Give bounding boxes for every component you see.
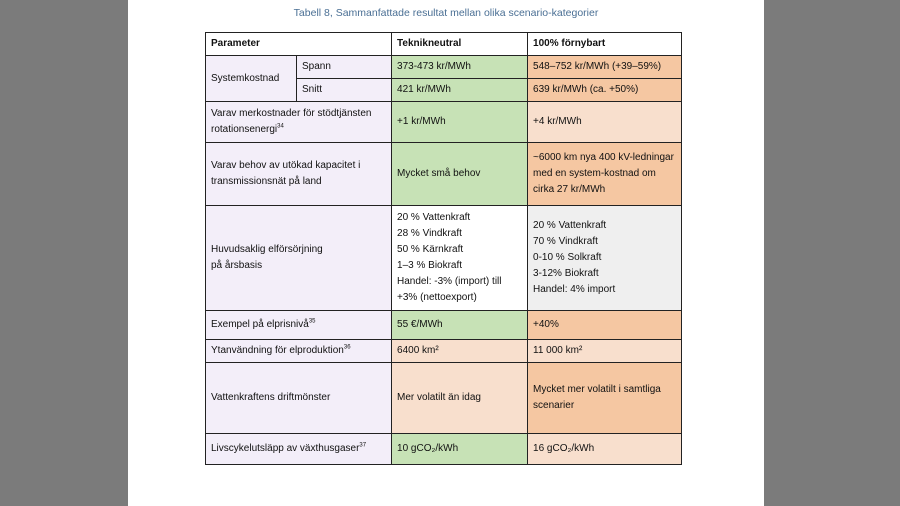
cell-elforsorjning-fornybart: 20 % Vattenkraft 70 % Vindkraft 0-10 % Solkraft 3-12% Biokraft Handel: 4% import: [528, 206, 682, 311]
footnote-ref: 36: [343, 344, 351, 351]
row-label-elpris: [206, 311, 392, 340]
footnote-ref: 35: [308, 318, 316, 325]
table-row: [206, 311, 682, 340]
row-label-livscykel: [206, 434, 392, 465]
label-text: Livscykelutsläpp av växthusgaser: [211, 443, 360, 454]
row-label-ytanvandning: [206, 340, 392, 363]
cell-merkostnader-fornybart: +4 kr/MWh: [528, 102, 682, 143]
table-row: [206, 206, 682, 311]
header-parameter: Parameter: [206, 33, 392, 56]
row-label-vattenkraft: Vattenkraftens driftmönster: [206, 363, 392, 434]
table-caption: Tabell 8, Sammanfattade resultat mellan olika scenario-kategorier: [293, 7, 599, 19]
cell-ytanvandning-teknikneutral: 6400 km²: [392, 340, 528, 363]
header-teknikneutral: Teknikneutral: [392, 33, 528, 56]
cell-snitt-teknikneutral: 421 kr/MWh: [392, 79, 528, 102]
table-row: [206, 434, 682, 465]
cell-spann-teknikneutral: 373-473 kr/MWh: [392, 56, 528, 79]
cell-elpris-fornybart: +40%: [528, 311, 682, 340]
cell-vattenkraft-fornybart: Mycket mer volatilt i samtliga scenarier: [528, 363, 682, 434]
cell-kapacitet-fornybart: ~6000 km nya 400 kV-ledningar med en system-kostnad om cirka 27 kr/MWh: [528, 143, 682, 206]
row-label-systemkostnad: Systemkostnad: [206, 56, 297, 102]
cell-snitt-fornybart: 639 kr/MWh (ca. +50%): [528, 79, 682, 102]
cell-elforsorjning-teknikneutral: 20 % Vattenkraft 28 % Vindkraft 50 % Kärnkraft 1–3 % Biokraft Handel: -3% (import) till +3% (nettoexport): [392, 206, 528, 311]
label-text: Ytanvändning för elproduktion: [211, 345, 344, 356]
table-header-row: [206, 33, 682, 56]
table-row: [206, 363, 682, 434]
row-label-kapacitet: Varav behov av utökad kapacitet i transmissionsnät på land: [206, 143, 392, 206]
row-sublabel-snitt: Snitt: [297, 79, 392, 102]
document-page: [128, 0, 764, 506]
table-row: [206, 56, 682, 79]
cell-merkostnader-teknikneutral: +1 kr/MWh: [392, 102, 528, 143]
label-text: Exempel på elprisnivå: [211, 319, 309, 330]
row-label-merkostnader: [206, 102, 392, 143]
footnote-ref: 37: [359, 442, 367, 449]
cell-elpris-teknikneutral: 55 €/MWh: [392, 311, 528, 340]
table-row: [206, 102, 682, 143]
cell-livscykel-fornybart: 16 gCO₂/kWh: [528, 434, 682, 465]
cell-ytanvandning-fornybart: 11 000 km²: [528, 340, 682, 363]
table-row: [206, 340, 682, 363]
cell-vattenkraft-teknikneutral: Mer volatilt än idag: [392, 363, 528, 434]
row-sublabel-spann: Spann: [297, 56, 392, 79]
footnote-ref: 34: [277, 123, 284, 130]
label-text: Varav merkostnader för stödtjänsten rotationsenergi: [211, 108, 372, 135]
header-fornybart: 100% förnybart: [528, 33, 682, 56]
table-row: [206, 143, 682, 206]
cell-livscykel-teknikneutral: 10 gCO₂/kWh: [392, 434, 528, 465]
cell-spann-fornybart: 548–752 kr/MWh (+39–59%): [528, 56, 682, 79]
row-label-elforsorjning: Huvudsaklig elförsörjning på årsbasis: [206, 206, 392, 311]
results-table: [205, 32, 682, 465]
cell-kapacitet-teknikneutral: Mycket små behov: [392, 143, 528, 206]
